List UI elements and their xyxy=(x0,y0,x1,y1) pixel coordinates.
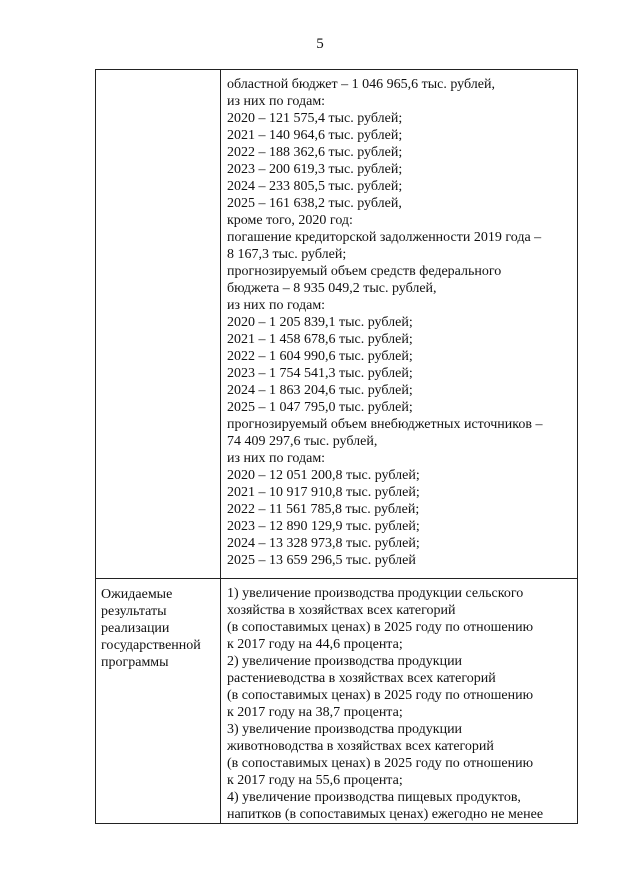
results-label xyxy=(96,579,220,671)
results-label-line: Ожидаемые xyxy=(101,587,173,602)
funding-line: 2023 – 200 619,3 тыс. рублей; xyxy=(227,162,403,177)
funding-line: 2024 – 233 805,5 тыс. рублей; xyxy=(227,179,403,194)
results-label-cell xyxy=(96,579,221,824)
funding-line: 2023 – 1 754 541,3 тыс. рублей; xyxy=(227,366,413,381)
funding-text-cell xyxy=(221,70,578,579)
results-line: к 2017 году на 38,7 процента; xyxy=(227,705,403,720)
results-text xyxy=(221,579,577,823)
funding-row xyxy=(96,70,578,579)
page-number: 5 xyxy=(316,36,324,52)
results-line: хозяйства в хозяйствах всех категорий xyxy=(227,603,456,618)
results-line: к 2017 году на 44,6 процента; xyxy=(227,637,403,652)
results-text-cell xyxy=(221,579,578,824)
funding-line: 2025 – 1 047 795,0 тыс. рублей; xyxy=(227,400,413,415)
results-line: 1) увеличение производства продукции сельского xyxy=(227,586,524,601)
funding-line: прогнозируемый объем внебюджетных источников – xyxy=(227,417,543,432)
funding-text xyxy=(221,70,577,569)
results-line: 4) увеличение производства пищевых продуктов, xyxy=(227,790,521,805)
funding-line: областной бюджет – 1 046 965,6 тыс. рублей, xyxy=(227,77,495,92)
funding-line: 2021 – 10 917 910,8 тыс. рублей; xyxy=(227,485,420,500)
funding-line: 2022 – 188 362,6 тыс. рублей; xyxy=(227,145,403,160)
results-label-line: программы xyxy=(101,655,169,670)
funding-line: погашение кредиторской задолженности 2019 года – xyxy=(227,230,542,245)
funding-line: 2023 – 12 890 129,9 тыс. рублей; xyxy=(227,519,420,534)
funding-line: прогнозируемый объем средств федерального xyxy=(227,264,502,279)
funding-line: 74 409 297,6 тыс. рублей, xyxy=(227,434,378,449)
funding-line: 2020 – 12 051 200,8 тыс. рублей; xyxy=(227,468,420,483)
results-line: животноводства в хозяйствах всех категорий xyxy=(227,739,494,754)
results-line: (в сопоставимых ценах) в 2025 году по отношению xyxy=(227,756,534,771)
funding-line: бюджета – 8 935 049,2 тыс. рублей, xyxy=(227,281,437,296)
funding-line: кроме того, 2020 год: xyxy=(227,213,353,228)
results-label-line: результаты xyxy=(101,604,167,619)
program-passport-table xyxy=(95,69,578,824)
results-line: 2) увеличение производства продукции xyxy=(227,654,463,669)
funding-line: 8 167,3 тыс. рублей; xyxy=(227,247,347,262)
funding-label-cell xyxy=(96,70,221,579)
funding-line: 2022 – 11 561 785,8 тыс. рублей; xyxy=(227,502,420,517)
results-line: (в сопоставимых ценах) в 2025 году по отношению xyxy=(227,688,534,703)
funding-line: 2025 – 161 638,2 тыс. рублей, xyxy=(227,196,402,211)
results-line: (в сопоставимых ценах) в 2025 году по отношению xyxy=(227,620,534,635)
funding-line: 2025 – 13 659 296,5 тыс. рублей xyxy=(227,553,416,568)
funding-line: из них по годам: xyxy=(227,298,326,313)
funding-line: 2022 – 1 604 990,6 тыс. рублей; xyxy=(227,349,413,364)
results-label-line: реализации xyxy=(101,621,170,636)
funding-line: 2020 – 1 205 839,1 тыс. рублей; xyxy=(227,315,413,330)
funding-line: из них по годам: xyxy=(227,94,326,109)
results-row xyxy=(96,579,578,824)
funding-line: 2021 – 140 964,6 тыс. рублей; xyxy=(227,128,403,143)
funding-line: из них по годам: xyxy=(227,451,326,466)
funding-line: 2021 – 1 458 678,6 тыс. рублей; xyxy=(227,332,413,347)
results-line: напитков (в сопоставимых ценах) ежегодно не менее xyxy=(227,807,544,822)
funding-line: 2024 – 1 863 204,6 тыс. рублей; xyxy=(227,383,413,398)
funding-line: 2020 – 121 575,4 тыс. рублей; xyxy=(227,111,403,126)
results-line: к 2017 году на 55,6 процента; xyxy=(227,773,403,788)
funding-line: 2024 – 13 328 973,8 тыс. рублей; xyxy=(227,536,420,551)
results-line: растениеводства в хозяйствах всех категорий xyxy=(227,671,496,686)
results-label-line: государственной xyxy=(101,638,201,653)
results-line: 3) увеличение производства продукции xyxy=(227,722,463,737)
